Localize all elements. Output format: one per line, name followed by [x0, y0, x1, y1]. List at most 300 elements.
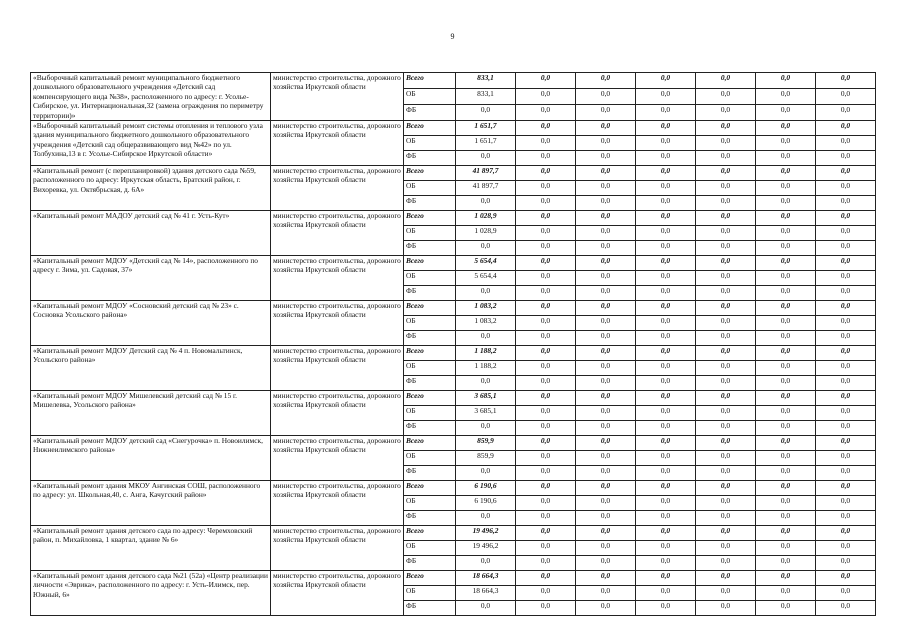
amount-cell: 859,9: [456, 436, 516, 451]
amount-cell: 0,0: [576, 301, 636, 316]
amount-cell: 0,0: [816, 89, 876, 105]
amount-cell: 0,0: [636, 436, 696, 451]
amount-cell: 1 028,9: [456, 226, 516, 241]
amount-cell: 0,0: [636, 586, 696, 601]
amount-cell: 0,0: [816, 226, 876, 241]
funding-source: Всего: [404, 73, 456, 89]
amount-cell: 0,0: [516, 601, 576, 616]
amount-cell: 0,0: [636, 361, 696, 376]
amount-cell: 0,0: [576, 526, 636, 541]
amount-cell: 0,0: [816, 391, 876, 406]
amount-cell: 0,0: [696, 121, 756, 136]
amount-cell: 0,0: [636, 601, 696, 616]
amount-cell: 0,0: [516, 421, 576, 436]
amount-cell: 0,0: [636, 151, 696, 166]
amount-cell: 0,0: [696, 361, 756, 376]
amount-cell: 0,0: [516, 391, 576, 406]
amount-cell: 0,0: [456, 511, 516, 526]
amount-cell: 0,0: [576, 166, 636, 181]
amount-cell: 0,0: [756, 241, 816, 256]
amount-cell: 0,0: [516, 166, 576, 181]
amount-cell: 19 496,2: [456, 526, 516, 541]
amount-cell: 0,0: [636, 166, 696, 181]
amount-cell: 0,0: [576, 406, 636, 421]
funding-source: ОБ: [404, 541, 456, 556]
amount-cell: 0,0: [456, 151, 516, 166]
amount-cell: 0,0: [516, 286, 576, 301]
table-row: [31, 73, 876, 89]
amount-cell: 0,0: [576, 89, 636, 105]
amount-cell: 0,0: [756, 316, 816, 331]
amount-cell: 0,0: [696, 89, 756, 105]
responsible-org: министерство строительства, дорожного хозяйства Иркутской области: [271, 211, 404, 256]
amount-cell: 0,0: [576, 466, 636, 481]
amount-cell: 41 897,7: [456, 181, 516, 196]
amount-cell: 0,0: [816, 331, 876, 346]
amount-cell: 0,0: [576, 271, 636, 286]
funding-source: ОБ: [404, 271, 456, 286]
amount-cell: 0,0: [756, 466, 816, 481]
amount-cell: 0,0: [816, 601, 876, 616]
amount-cell: 0,0: [816, 301, 876, 316]
funding-source: ОБ: [404, 136, 456, 151]
amount-cell: 0,0: [576, 181, 636, 196]
amount-cell: 0,0: [516, 241, 576, 256]
amount-cell: 0,0: [756, 166, 816, 181]
amount-cell: 0,0: [516, 541, 576, 556]
amount-cell: 0,0: [816, 286, 876, 301]
amount-cell: 0,0: [816, 121, 876, 136]
amount-cell: 0,0: [636, 271, 696, 286]
amount-cell: 0,0: [516, 196, 576, 211]
amount-cell: 0,0: [516, 73, 576, 89]
amount-cell: 5 654,4: [456, 256, 516, 271]
amount-cell: 0,0: [756, 526, 816, 541]
amount-cell: 0,0: [516, 256, 576, 271]
amount-cell: 0,0: [696, 556, 756, 571]
amount-cell: 0,0: [576, 436, 636, 451]
amount-cell: 0,0: [816, 511, 876, 526]
amount-cell: 0,0: [636, 346, 696, 361]
funding-source: ФБ: [404, 466, 456, 481]
amount-cell: 0,0: [636, 481, 696, 496]
amount-cell: 0,0: [696, 73, 756, 89]
funding-source: ФБ: [404, 601, 456, 616]
amount-cell: 0,0: [636, 211, 696, 226]
amount-cell: 18 664,3: [456, 571, 516, 586]
project-name: «Капитальный ремонт МДОУ детский сад «Снегурочка» п. Новоилимск, Нижнеилимского района»: [31, 436, 271, 481]
amount-cell: 0,0: [576, 361, 636, 376]
amount-cell: 0,0: [576, 136, 636, 151]
amount-cell: 0,0: [816, 436, 876, 451]
amount-cell: 0,0: [576, 105, 636, 121]
funding-source: ОБ: [404, 406, 456, 421]
funding-source: Всего: [404, 121, 456, 136]
responsible-org: министерство строительства, дорожного хозяйства Иркутской области: [271, 526, 404, 571]
funding-source: ОБ: [404, 586, 456, 601]
amount-cell: 0,0: [636, 89, 696, 105]
amount-cell: 0,0: [516, 451, 576, 466]
amount-cell: 0,0: [756, 226, 816, 241]
table-row: [31, 211, 876, 226]
amount-cell: 0,0: [516, 151, 576, 166]
amount-cell: 0,0: [576, 121, 636, 136]
funding-source: ФБ: [404, 196, 456, 211]
funding-source: Всего: [404, 391, 456, 406]
amount-cell: 0,0: [816, 556, 876, 571]
amount-cell: 0,0: [636, 571, 696, 586]
amount-cell: 0,0: [696, 241, 756, 256]
amount-cell: 0,0: [636, 73, 696, 89]
amount-cell: 0,0: [516, 571, 576, 586]
amount-cell: 0,0: [576, 601, 636, 616]
amount-cell: 0,0: [756, 511, 816, 526]
amount-cell: 0,0: [816, 406, 876, 421]
funding-source: ФБ: [404, 511, 456, 526]
funding-source: ФБ: [404, 331, 456, 346]
table-row: [31, 571, 876, 586]
amount-cell: 0,0: [696, 105, 756, 121]
responsible-org: министерство строительства, дорожного хозяйства Иркутской области: [271, 166, 404, 211]
amount-cell: 0,0: [636, 286, 696, 301]
funding-source: ОБ: [404, 496, 456, 511]
table-row: [31, 481, 876, 496]
amount-cell: 0,0: [816, 316, 876, 331]
amount-cell: 0,0: [756, 196, 816, 211]
table-row: [31, 346, 876, 361]
amount-cell: 0,0: [456, 196, 516, 211]
amount-cell: 1 028,9: [456, 211, 516, 226]
amount-cell: 0,0: [756, 105, 816, 121]
funding-source: Всего: [404, 571, 456, 586]
amount-cell: 0,0: [576, 511, 636, 526]
amount-cell: 0,0: [816, 241, 876, 256]
amount-cell: 0,0: [816, 481, 876, 496]
amount-cell: 0,0: [456, 466, 516, 481]
amount-cell: 0,0: [816, 136, 876, 151]
amount-cell: 0,0: [456, 376, 516, 391]
project-name: «Выборочный капитальный ремонт системы отопления и теплового узла здания муниципального бюджетного дошкольного образовательного учреждения «Детский сад общеразвивающего вид №42» по ул. Толбухина,13 в г. Усолье-Сибирское Иркутской области»: [31, 121, 271, 166]
amount-cell: 0,0: [696, 481, 756, 496]
amount-cell: 0,0: [696, 376, 756, 391]
project-name: «Капитальный ремонт МДОУ Мишелевский детский сад № 15 г. Мишелевка, Усольского района»: [31, 391, 271, 436]
amount-cell: 0,0: [516, 376, 576, 391]
funding-source: Всего: [404, 166, 456, 181]
amount-cell: 19 496,2: [456, 541, 516, 556]
amount-cell: 0,0: [516, 181, 576, 196]
amount-cell: 0,0: [576, 286, 636, 301]
amount-cell: 833,1: [456, 89, 516, 105]
amount-cell: 0,0: [516, 226, 576, 241]
amount-cell: 0,0: [456, 105, 516, 121]
amount-cell: 0,0: [576, 241, 636, 256]
responsible-org: министерство строительства, дорожного хозяйства Иркутской области: [271, 121, 404, 166]
amount-cell: 0,0: [756, 451, 816, 466]
responsible-org: министерство строительства, дорожного хозяйства Иркутской области: [271, 301, 404, 346]
amount-cell: 0,0: [696, 196, 756, 211]
amount-cell: 0,0: [816, 256, 876, 271]
project-name: «Капитальный ремонт МДОУ «Сосновский детский сад № 23» с. Сосновка Усольского района»: [31, 301, 271, 346]
amount-cell: 0,0: [636, 136, 696, 151]
amount-cell: 0,0: [756, 136, 816, 151]
amount-cell: 0,0: [696, 151, 756, 166]
amount-cell: 0,0: [696, 571, 756, 586]
amount-cell: 0,0: [636, 331, 696, 346]
project-name: «Капитальный ремонт МАДОУ детский сад № 41 г. Усть-Кут»: [31, 211, 271, 256]
amount-cell: 0,0: [516, 436, 576, 451]
amount-cell: 1 083,2: [456, 301, 516, 316]
amount-cell: 0,0: [516, 331, 576, 346]
amount-cell: 0,0: [516, 466, 576, 481]
amount-cell: 0,0: [516, 361, 576, 376]
amount-cell: 833,1: [456, 73, 516, 89]
amount-cell: 0,0: [576, 451, 636, 466]
amount-cell: 0,0: [516, 586, 576, 601]
amount-cell: 3 685,1: [456, 391, 516, 406]
amount-cell: 0,0: [816, 571, 876, 586]
amount-cell: 0,0: [576, 316, 636, 331]
amount-cell: 0,0: [756, 271, 816, 286]
amount-cell: 0,0: [756, 256, 816, 271]
amount-cell: 0,0: [696, 256, 756, 271]
responsible-org: министерство строительства, дорожного хозяйства Иркутской области: [271, 481, 404, 526]
funding-source: Всего: [404, 301, 456, 316]
amount-cell: 0,0: [516, 316, 576, 331]
amount-cell: 0,0: [636, 511, 696, 526]
amount-cell: 0,0: [756, 89, 816, 105]
amount-cell: 0,0: [756, 406, 816, 421]
amount-cell: 0,0: [696, 436, 756, 451]
amount-cell: 0,0: [816, 105, 876, 121]
amount-cell: 0,0: [576, 346, 636, 361]
amount-cell: 0,0: [696, 181, 756, 196]
amount-cell: 0,0: [636, 256, 696, 271]
project-name: «Капитальный ремонт МДОУ Детский сад № 4 п. Новомальтинск, Усольского района»: [31, 346, 271, 391]
amount-cell: 0,0: [636, 391, 696, 406]
amount-cell: 0,0: [696, 421, 756, 436]
amount-cell: 0,0: [696, 316, 756, 331]
responsible-org: министерство строительства, дорожного хозяйства Иркутской области: [271, 436, 404, 481]
amount-cell: 0,0: [456, 241, 516, 256]
amount-cell: 0,0: [516, 121, 576, 136]
project-name: «Капитальный ремонт МДОУ «Детский сад № 14», расположенного по адресу г. Зима, ул. Садовая, 37»: [31, 256, 271, 301]
table-row: [31, 121, 876, 136]
amount-cell: 1 188,2: [456, 361, 516, 376]
amount-cell: 0,0: [696, 331, 756, 346]
table-row: [31, 166, 876, 181]
funding-source: ФБ: [404, 286, 456, 301]
funding-source: ФБ: [404, 151, 456, 166]
amount-cell: 0,0: [636, 105, 696, 121]
amount-cell: 0,0: [576, 391, 636, 406]
funding-source: Всего: [404, 526, 456, 541]
funding-source: Всего: [404, 256, 456, 271]
responsible-org: министерство строительства, дорожного хозяйства Иркутской области: [271, 256, 404, 301]
amount-cell: 0,0: [516, 301, 576, 316]
amount-cell: 0,0: [516, 406, 576, 421]
amount-cell: 5 654,4: [456, 271, 516, 286]
amount-cell: 0,0: [696, 166, 756, 181]
funding-source: Всего: [404, 436, 456, 451]
amount-cell: 0,0: [756, 301, 816, 316]
amount-cell: 0,0: [696, 586, 756, 601]
amount-cell: 0,0: [456, 286, 516, 301]
amount-cell: 0,0: [816, 361, 876, 376]
amount-cell: 0,0: [576, 376, 636, 391]
funding-source: ФБ: [404, 241, 456, 256]
amount-cell: 0,0: [816, 151, 876, 166]
funding-source: ФБ: [404, 556, 456, 571]
amount-cell: 0,0: [756, 541, 816, 556]
amount-cell: 0,0: [636, 316, 696, 331]
amount-cell: 0,0: [696, 391, 756, 406]
amount-cell: 0,0: [756, 181, 816, 196]
amount-cell: 0,0: [576, 331, 636, 346]
amount-cell: 0,0: [456, 421, 516, 436]
amount-cell: 0,0: [636, 376, 696, 391]
table-row: [31, 391, 876, 406]
funding-table: [30, 72, 876, 616]
amount-cell: 18 664,3: [456, 586, 516, 601]
funding-source: Всего: [404, 346, 456, 361]
funding-source: Всего: [404, 481, 456, 496]
responsible-org: министерство строительства, дорожного хозяйства Иркутской области: [271, 391, 404, 436]
amount-cell: 0,0: [816, 421, 876, 436]
table-row: [31, 301, 876, 316]
project-name: «Капитальный ремонт здания детского сада по адресу: Черемховский район, п. Михайловка, 1 квартал, здание № 6»: [31, 526, 271, 571]
amount-cell: 0,0: [636, 466, 696, 481]
amount-cell: 0,0: [576, 571, 636, 586]
amount-cell: 0,0: [816, 346, 876, 361]
amount-cell: 0,0: [756, 121, 816, 136]
funding-source: ОБ: [404, 181, 456, 196]
amount-cell: 0,0: [456, 556, 516, 571]
amount-cell: 0,0: [816, 196, 876, 211]
amount-cell: 0,0: [696, 271, 756, 286]
amount-cell: 0,0: [636, 196, 696, 211]
table-row: [31, 436, 876, 451]
amount-cell: 0,0: [696, 451, 756, 466]
amount-cell: 0,0: [636, 301, 696, 316]
amount-cell: 0,0: [516, 211, 576, 226]
amount-cell: 0,0: [756, 331, 816, 346]
amount-cell: 0,0: [756, 211, 816, 226]
page-number: 9: [450, 32, 455, 41]
project-name: «Выборочный капитальный ремонт муниципального бюджетного дошкольного образовательного учреждения «Детский сад компенсирующего вида №38», расположенного по адресу: г. Усолье-Сибирское, ул. Интернациональная,32 (замена ограждения по периметру территории)»: [31, 73, 271, 121]
amount-cell: 0,0: [456, 601, 516, 616]
amount-cell: 0,0: [756, 151, 816, 166]
funding-source: ФБ: [404, 105, 456, 121]
amount-cell: 0,0: [636, 526, 696, 541]
amount-cell: 0,0: [696, 346, 756, 361]
funding-source: ОБ: [404, 89, 456, 105]
amount-cell: 0,0: [636, 451, 696, 466]
amount-cell: 0,0: [576, 586, 636, 601]
amount-cell: 41 897,7: [456, 166, 516, 181]
amount-cell: 1 651,7: [456, 136, 516, 151]
amount-cell: 1 188,2: [456, 346, 516, 361]
funding-source: ФБ: [404, 421, 456, 436]
amount-cell: 0,0: [516, 496, 576, 511]
amount-cell: 0,0: [756, 496, 816, 511]
amount-cell: 0,0: [696, 286, 756, 301]
amount-cell: 0,0: [576, 496, 636, 511]
funding-source: ОБ: [404, 316, 456, 331]
amount-cell: 0,0: [756, 586, 816, 601]
amount-cell: 0,0: [816, 166, 876, 181]
amount-cell: 0,0: [756, 481, 816, 496]
amount-cell: 1 083,2: [456, 316, 516, 331]
amount-cell: 0,0: [636, 541, 696, 556]
amount-cell: 0,0: [756, 286, 816, 301]
amount-cell: 0,0: [816, 526, 876, 541]
amount-cell: 0,0: [576, 211, 636, 226]
amount-cell: 0,0: [816, 73, 876, 89]
amount-cell: 0,0: [696, 301, 756, 316]
amount-cell: 0,0: [636, 121, 696, 136]
amount-cell: 0,0: [516, 346, 576, 361]
amount-cell: 0,0: [696, 526, 756, 541]
table-row: [31, 256, 876, 271]
funding-source: ФБ: [404, 376, 456, 391]
amount-cell: 3 685,1: [456, 406, 516, 421]
amount-cell: 0,0: [756, 571, 816, 586]
amount-cell: 0,0: [576, 256, 636, 271]
amount-cell: 0,0: [696, 136, 756, 151]
amount-cell: 0,0: [816, 586, 876, 601]
amount-cell: 1 651,7: [456, 121, 516, 136]
amount-cell: 0,0: [576, 196, 636, 211]
amount-cell: 0,0: [756, 346, 816, 361]
amount-cell: 0,0: [756, 361, 816, 376]
responsible-org: министерство строительства, дорожного хозяйства Иркутской области: [271, 73, 404, 121]
project-name: «Капитальный ремонт здания детского сада №21 (52а) «Центр реализации личности «Эврика», расположенного по адресу: г. Усть-Илимск, пер. Южный, 6»: [31, 571, 271, 616]
responsible-org: министерство строительства, дорожного хозяйства Иркутской области: [271, 346, 404, 391]
amount-cell: 0,0: [696, 541, 756, 556]
amount-cell: 0,0: [816, 466, 876, 481]
amount-cell: 0,0: [576, 151, 636, 166]
amount-cell: 0,0: [456, 331, 516, 346]
amount-cell: 0,0: [636, 496, 696, 511]
amount-cell: 0,0: [756, 391, 816, 406]
amount-cell: 0,0: [756, 376, 816, 391]
amount-cell: 0,0: [816, 376, 876, 391]
funding-source: Всего: [404, 211, 456, 226]
amount-cell: 0,0: [636, 556, 696, 571]
amount-cell: 0,0: [756, 421, 816, 436]
amount-cell: 0,0: [696, 496, 756, 511]
amount-cell: 0,0: [516, 105, 576, 121]
amount-cell: 0,0: [756, 436, 816, 451]
amount-cell: 0,0: [516, 556, 576, 571]
project-name: «Капитальный ремонт здания МКОУ Ангинская СОШ, расположенного по адресу: ул. Школьная,40, с. Анга, Качугский район»: [31, 481, 271, 526]
amount-cell: 0,0: [756, 73, 816, 89]
amount-cell: 0,0: [636, 241, 696, 256]
amount-cell: 0,0: [816, 451, 876, 466]
table-row: [31, 526, 876, 541]
funding-source: ОБ: [404, 361, 456, 376]
amount-cell: 0,0: [696, 511, 756, 526]
amount-cell: 0,0: [516, 271, 576, 286]
amount-cell: 0,0: [636, 181, 696, 196]
amount-cell: 0,0: [516, 511, 576, 526]
amount-cell: 0,0: [816, 211, 876, 226]
amount-cell: 6 190,6: [456, 481, 516, 496]
amount-cell: 0,0: [696, 406, 756, 421]
amount-cell: 0,0: [576, 541, 636, 556]
funding-source: ОБ: [404, 451, 456, 466]
amount-cell: 0,0: [516, 481, 576, 496]
